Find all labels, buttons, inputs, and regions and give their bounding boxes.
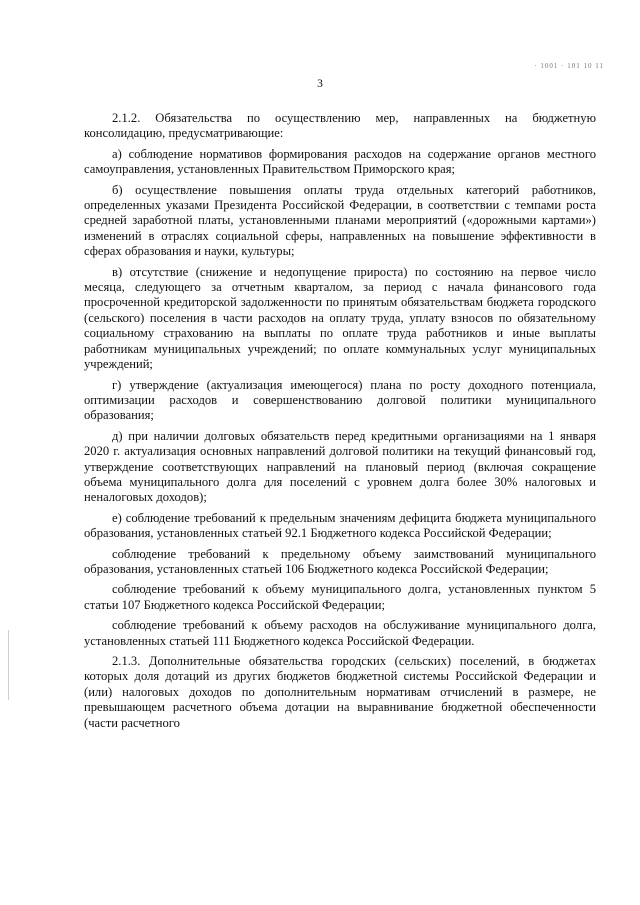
paragraph-debt-volume: соблюдение требований к объему муниципального долга, установленных пунктом 5 статьи 107 Бюджетного кодекса Российской Федерации; <box>84 582 596 612</box>
paragraph-item-a: а) соблюдение нормативов формирования расходов на содержание органов местного самоуправления, установленных Правительством Приморского края; <box>84 146 596 177</box>
paragraph-2-1-3: 2.1.3. Дополнительные обязательства городских (сельских) поселений, в бюджетах которых доля дотаций из других бюджетов бюджетной системы Российской Федерации и (или) налоговых доходов по дополнительным нормативам отчислений в размере, не превышающем расчетного объема дотации на выравнивание бюджетной обеспеченности (части расчетного <box>84 654 596 730</box>
paragraph-debt-service: соблюдение требований к объему расходов на обслуживание муниципального долга, установленных статьей 111 Бюджетного кодекса Российской Федерации. <box>84 618 596 648</box>
margin-scan-line <box>8 630 9 700</box>
page-number: 3 <box>317 78 323 90</box>
paragraph-borrowing-limit: соблюдение требований к предельному объему заимствований муниципального образования, установленных статьей 106 Бюджетного кодекса Российской Федерации; <box>84 546 596 576</box>
document-body <box>84 111 596 736</box>
paragraph-item-g: г) утверждение (актуализация имеющегося) плана по росту доходного потенциала, оптимизации расходов и совершенствованию долговой политики муниципального образования; <box>84 377 596 423</box>
paragraph-item-d: д) при наличии долговых обязательств перед кредитными организациями на 1 января 2020 г. актуализация основных направлений долговой политики на текущий финансовый год, утверждение соответствующих направлений на плановый период (включая сокращение объема муниципального долга для поселений с уровнем долга более 30% налоговых и неналоговых доходов); <box>84 428 596 505</box>
paragraph-item-b: б) осуществление повышения оплаты труда отдельных категорий работников, определенных указами Президента Российской Федерации, в соответствии с темпами роста средней заработной платы, установленными планами мероприятий («дорожными картами») изменений в отраслях социальной сферы, направленных на повышение эффективности в сферах образования и науки, культуры; <box>84 182 596 259</box>
registration-mark: · 1001 · 101 10 11 <box>534 62 604 70</box>
paragraph-item-v: в) отсутствие (снижение и недопущение прироста) по состоянию на первое число месяца, следующего за отчетным кварталом, за период с начала финансового года просроченной кредиторской задолженности по принятым обязательствам бюджета городского (сельского) поселения в части расходов на оплату труда, уплату взносов по обязательному социальному страхованию на выплаты по оплате труда работников и иные выплаты работникам муниципальных учреждений; по оплате коммунальных услуг муниципальных учреждений; <box>84 264 596 372</box>
paragraph-2-1-2: 2.1.2. Обязательства по осуществлению мер, направленных на бюджетную консолидацию, предусматривающие: <box>84 111 596 141</box>
paragraph-item-e: е) соблюдение требований к предельным значениям дефицита бюджета муниципального образования, установленных статьей 92.1 Бюджетного кодекса Российской Федерации; <box>84 510 596 541</box>
